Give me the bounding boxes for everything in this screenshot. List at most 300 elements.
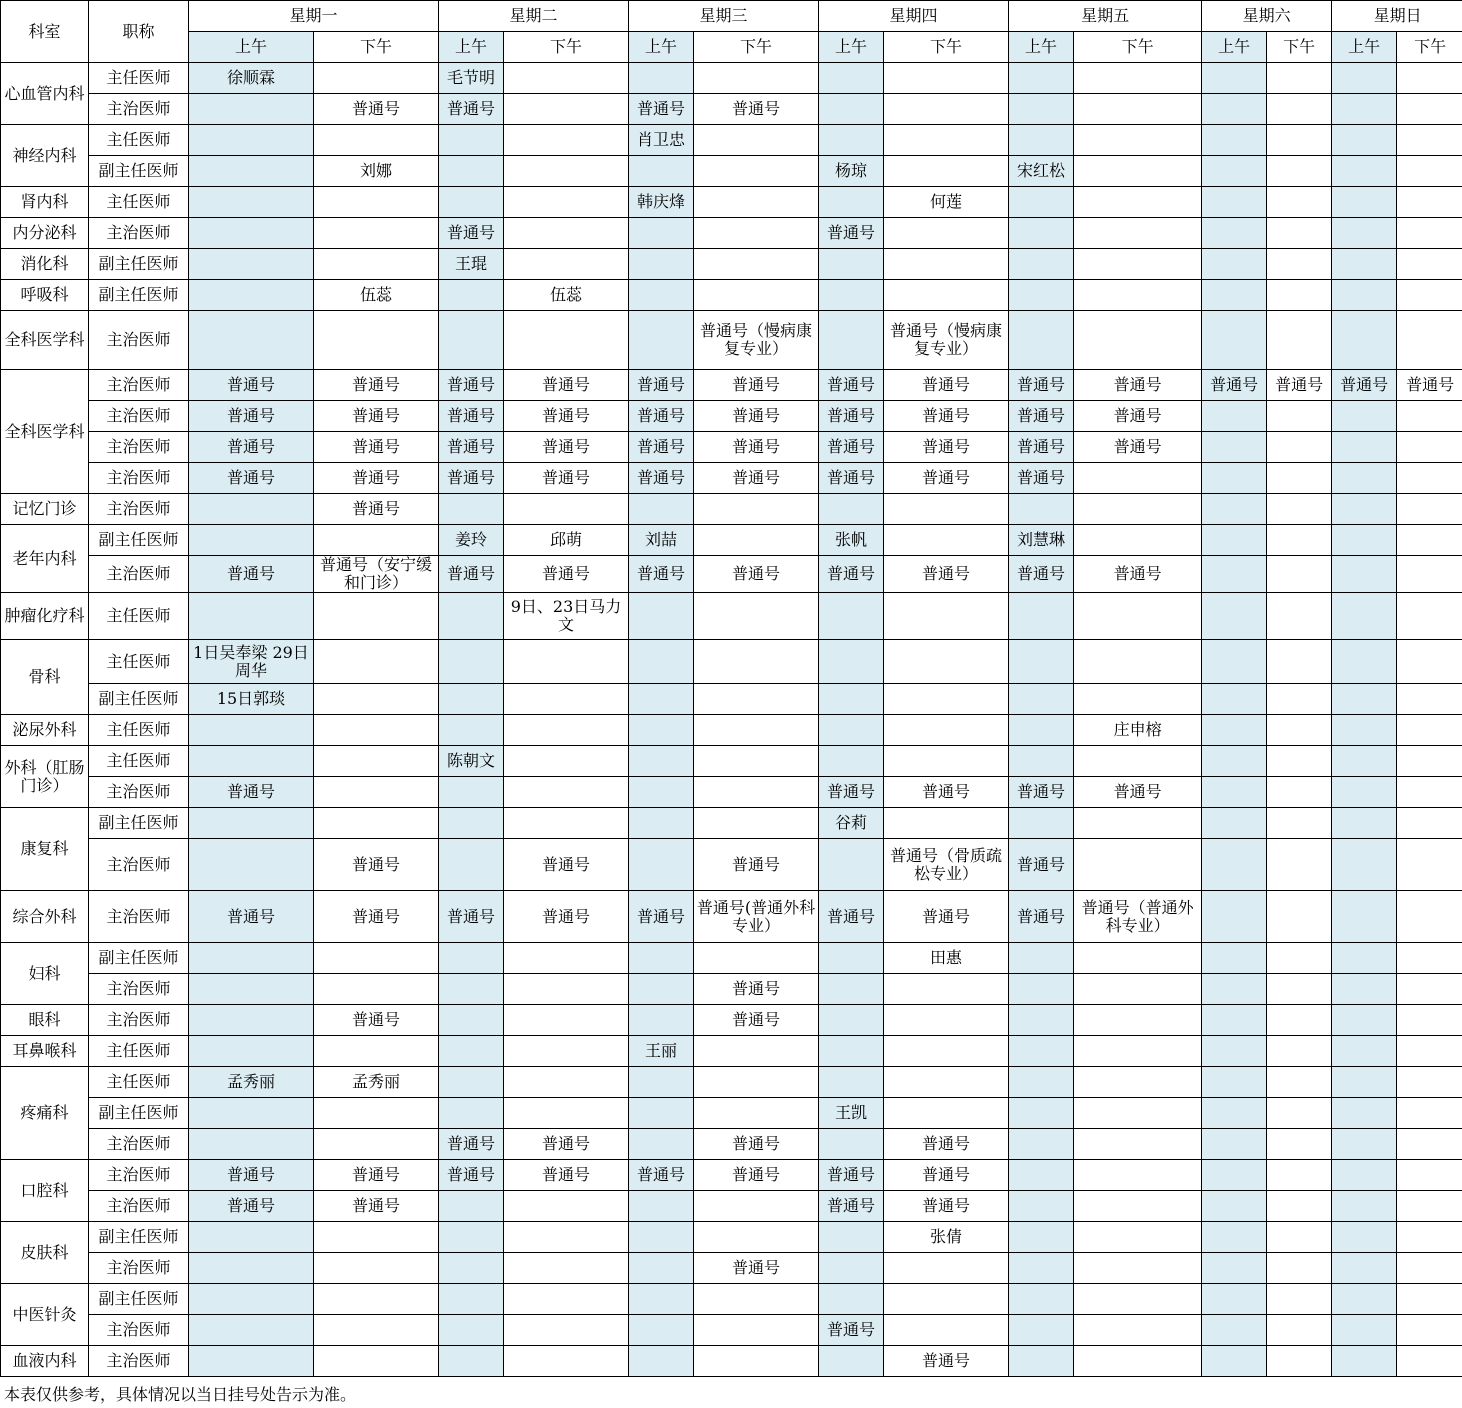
pm-slot-cell — [1397, 943, 1462, 974]
header-am: 上午 — [819, 32, 884, 63]
pm-slot-cell: 张倩 — [884, 1222, 1009, 1253]
am-slot-cell — [819, 1129, 884, 1160]
am-slot-cell — [439, 715, 504, 746]
am-slot-cell: 普通号 — [629, 556, 694, 593]
am-slot-cell: 普通号 — [439, 432, 504, 463]
am-slot-cell — [1332, 839, 1397, 891]
am-slot-cell — [1202, 777, 1267, 808]
pm-slot-cell — [1397, 808, 1462, 839]
am-slot-cell: 张帆 — [819, 525, 884, 556]
doctor-title-cell: 主治医师 — [89, 1253, 189, 1284]
pm-slot-cell — [1267, 1005, 1332, 1036]
am-slot-cell — [1202, 593, 1267, 640]
pm-slot-cell — [694, 1098, 819, 1129]
am-slot-cell — [439, 974, 504, 1005]
header-row-days — [1, 1, 1462, 32]
pm-slot-cell: 普通号 — [504, 839, 629, 891]
am-slot-cell — [629, 1315, 694, 1346]
pm-slot-cell — [1074, 1160, 1202, 1191]
pm-slot-cell — [884, 1067, 1009, 1098]
pm-slot-cell: 普通号 — [694, 839, 819, 891]
doctor-title-cell: 主治医师 — [89, 432, 189, 463]
am-slot-cell — [629, 1222, 694, 1253]
am-slot-cell: 普通号 — [189, 556, 314, 593]
pm-slot-cell — [504, 974, 629, 1005]
pm-slot-cell — [314, 1253, 439, 1284]
pm-slot-cell: 普通号 — [504, 432, 629, 463]
am-slot-cell — [1202, 556, 1267, 593]
pm-slot-cell: 普通号 — [314, 463, 439, 494]
pm-slot-cell: 普通号 — [1074, 370, 1202, 401]
pm-slot-cell — [884, 63, 1009, 94]
table-row — [1, 1129, 1462, 1160]
header-day: 星期日 — [1332, 1, 1462, 32]
department-cell: 外科（肛肠门诊） — [1, 746, 89, 808]
pm-slot-cell — [504, 1036, 629, 1067]
pm-slot-cell — [1074, 593, 1202, 640]
pm-slot-cell: 普通号 — [1074, 556, 1202, 593]
doctor-title-cell: 主治医师 — [89, 494, 189, 525]
doctor-title-cell: 副主任医师 — [89, 943, 189, 974]
pm-slot-cell — [884, 808, 1009, 839]
pm-slot-cell: 普通号（骨质疏松专业） — [884, 839, 1009, 891]
pm-slot-cell — [1267, 808, 1332, 839]
am-slot-cell — [439, 684, 504, 715]
pm-slot-cell — [1397, 556, 1462, 593]
am-slot-cell — [1202, 218, 1267, 249]
pm-slot-cell: 普通号 — [314, 1160, 439, 1191]
department-cell: 全科医学科 — [1, 311, 89, 370]
am-slot-cell — [1202, 525, 1267, 556]
pm-slot-cell — [1074, 463, 1202, 494]
header-am: 上午 — [629, 32, 694, 63]
pm-slot-cell: 普通号 — [504, 1160, 629, 1191]
table-row — [1, 1036, 1462, 1067]
am-slot-cell: 普通号 — [629, 463, 694, 494]
am-slot-cell — [1332, 1160, 1397, 1191]
table-row — [1, 311, 1462, 370]
department-cell: 皮肤科 — [1, 1222, 89, 1284]
doctor-title-cell: 主治医师 — [89, 556, 189, 593]
pm-slot-cell — [1074, 839, 1202, 891]
pm-slot-cell — [1397, 684, 1462, 715]
department-cell: 疼痛科 — [1, 1067, 89, 1160]
table-row — [1, 1222, 1462, 1253]
am-slot-cell — [439, 1005, 504, 1036]
am-slot-cell — [1332, 432, 1397, 463]
pm-slot-cell — [1074, 494, 1202, 525]
am-slot-cell — [189, 746, 314, 777]
pm-slot-cell: 普通号 — [1267, 370, 1332, 401]
table-row — [1, 1005, 1462, 1036]
am-slot-cell — [819, 280, 884, 311]
am-slot-cell — [819, 187, 884, 218]
am-slot-cell: 普通号 — [629, 1160, 694, 1191]
am-slot-cell: 王琨 — [439, 249, 504, 280]
header-pm: 下午 — [1074, 32, 1202, 63]
am-slot-cell — [819, 684, 884, 715]
doctor-title-cell: 主治医师 — [89, 839, 189, 891]
am-slot-cell — [189, 1346, 314, 1377]
doctor-title-cell: 主任医师 — [89, 1067, 189, 1098]
am-slot-cell — [819, 311, 884, 370]
table-row — [1, 943, 1462, 974]
am-slot-cell — [439, 1067, 504, 1098]
pm-slot-cell: 刘娜 — [314, 156, 439, 187]
am-slot-cell — [439, 839, 504, 891]
pm-slot-cell — [694, 156, 819, 187]
am-slot-cell — [1009, 218, 1074, 249]
am-slot-cell — [1202, 1315, 1267, 1346]
am-slot-cell — [819, 1067, 884, 1098]
pm-slot-cell — [1267, 63, 1332, 94]
pm-slot-cell — [1267, 1284, 1332, 1315]
pm-slot-cell — [694, 1191, 819, 1222]
am-slot-cell — [629, 777, 694, 808]
am-slot-cell — [629, 974, 694, 1005]
am-slot-cell: 普通号 — [819, 891, 884, 943]
pm-slot-cell — [1074, 808, 1202, 839]
pm-slot-cell — [1074, 1098, 1202, 1129]
table-row — [1, 432, 1462, 463]
pm-slot-cell — [694, 525, 819, 556]
table-row — [1, 808, 1462, 839]
pm-slot-cell — [1397, 249, 1462, 280]
am-slot-cell — [439, 808, 504, 839]
pm-slot-cell — [1074, 218, 1202, 249]
pm-slot-cell — [884, 218, 1009, 249]
table-row — [1, 94, 1462, 125]
pm-slot-cell — [314, 187, 439, 218]
pm-slot-cell — [504, 1315, 629, 1346]
am-slot-cell — [1332, 187, 1397, 218]
doctor-title-cell: 主治医师 — [89, 1160, 189, 1191]
pm-slot-cell — [504, 746, 629, 777]
pm-slot-cell — [694, 640, 819, 684]
am-slot-cell — [439, 1284, 504, 1315]
pm-slot-cell — [694, 125, 819, 156]
am-slot-cell — [819, 494, 884, 525]
am-slot-cell — [1202, 249, 1267, 280]
am-slot-cell — [1202, 808, 1267, 839]
table-row — [1, 593, 1462, 640]
pm-slot-cell — [1397, 1067, 1462, 1098]
doctor-title-cell: 主治医师 — [89, 463, 189, 494]
pm-slot-cell — [1074, 63, 1202, 94]
am-slot-cell — [1009, 1284, 1074, 1315]
am-slot-cell: 普通号 — [819, 777, 884, 808]
pm-slot-cell — [314, 746, 439, 777]
pm-slot-cell — [1267, 1036, 1332, 1067]
am-slot-cell — [819, 1346, 884, 1377]
am-slot-cell: 普通号 — [629, 94, 694, 125]
am-slot-cell: 徐顺霖 — [189, 63, 314, 94]
am-slot-cell — [1202, 891, 1267, 943]
table-row — [1, 974, 1462, 1005]
pm-slot-cell — [1397, 280, 1462, 311]
pm-slot-cell: 普通号 — [1074, 432, 1202, 463]
am-slot-cell — [819, 1284, 884, 1315]
header-day: 星期一 — [189, 1, 439, 32]
am-slot-cell: 普通号 — [1009, 891, 1074, 943]
am-slot-cell — [189, 311, 314, 370]
pm-slot-cell: 普通号 — [314, 432, 439, 463]
pm-slot-cell — [1397, 1129, 1462, 1160]
department-cell: 神经内科 — [1, 125, 89, 187]
table-row — [1, 1284, 1462, 1315]
am-slot-cell — [1202, 1253, 1267, 1284]
pm-slot-cell — [504, 777, 629, 808]
pm-slot-cell — [884, 684, 1009, 715]
pm-slot-cell — [504, 715, 629, 746]
pm-slot-cell — [694, 1036, 819, 1067]
pm-slot-cell — [314, 311, 439, 370]
pm-slot-cell — [884, 746, 1009, 777]
pm-slot-cell — [1267, 156, 1332, 187]
am-slot-cell: 普通号 — [189, 891, 314, 943]
am-slot-cell — [1332, 311, 1397, 370]
pm-slot-cell — [504, 1222, 629, 1253]
am-slot-cell: 普通号 — [819, 1315, 884, 1346]
am-slot-cell — [189, 249, 314, 280]
pm-slot-cell — [1267, 556, 1332, 593]
pm-slot-cell — [694, 1067, 819, 1098]
am-slot-cell — [1332, 974, 1397, 1005]
am-slot-cell — [1009, 63, 1074, 94]
pm-slot-cell — [694, 187, 819, 218]
pm-slot-cell — [1397, 1222, 1462, 1253]
pm-slot-cell: 普通号 — [694, 1005, 819, 1036]
pm-slot-cell — [504, 156, 629, 187]
am-slot-cell: 普通号 — [629, 432, 694, 463]
am-slot-cell — [439, 311, 504, 370]
header-title: 职称 — [89, 1, 189, 63]
am-slot-cell — [1009, 1222, 1074, 1253]
am-slot-cell — [629, 63, 694, 94]
doctor-title-cell: 主治医师 — [89, 1315, 189, 1346]
pm-slot-cell — [884, 1005, 1009, 1036]
pm-slot-cell — [884, 494, 1009, 525]
am-slot-cell: 普通号 — [819, 556, 884, 593]
doctor-title-cell: 主治医师 — [89, 974, 189, 1005]
doctor-title-cell: 主治医师 — [89, 1346, 189, 1377]
pm-slot-cell — [694, 249, 819, 280]
am-slot-cell — [1202, 1346, 1267, 1377]
pm-slot-cell: 普通号 — [504, 401, 629, 432]
pm-slot-cell — [1267, 974, 1332, 1005]
pm-slot-cell: 普通号 — [884, 432, 1009, 463]
am-slot-cell: 普通号 — [1009, 777, 1074, 808]
pm-slot-cell — [1267, 943, 1332, 974]
am-slot-cell — [189, 156, 314, 187]
doctor-title-cell: 主治医师 — [89, 311, 189, 370]
am-slot-cell — [629, 684, 694, 715]
am-slot-cell — [189, 808, 314, 839]
am-slot-cell: 普通号 — [1009, 463, 1074, 494]
am-slot-cell: 肖卫忠 — [629, 125, 694, 156]
pm-slot-cell — [1074, 1191, 1202, 1222]
pm-slot-cell: 普通号 — [884, 891, 1009, 943]
am-slot-cell — [1202, 715, 1267, 746]
am-slot-cell — [819, 125, 884, 156]
am-slot-cell — [1009, 249, 1074, 280]
pm-slot-cell: 伍蕊 — [314, 280, 439, 311]
am-slot-cell: 普通号 — [189, 370, 314, 401]
pm-slot-cell: 普通号（慢病康复专业） — [884, 311, 1009, 370]
pm-slot-cell — [1397, 593, 1462, 640]
pm-slot-cell: 普通号 — [1397, 370, 1462, 401]
pm-slot-cell — [1074, 311, 1202, 370]
department-cell: 血液内科 — [1, 1346, 89, 1377]
am-slot-cell: 普通号 — [629, 370, 694, 401]
header-am: 上午 — [189, 32, 314, 63]
am-slot-cell — [1202, 187, 1267, 218]
am-slot-cell — [439, 1098, 504, 1129]
am-slot-cell — [189, 218, 314, 249]
table-row — [1, 1160, 1462, 1191]
pm-slot-cell: 邱萌 — [504, 525, 629, 556]
doctor-title-cell: 主治医师 — [89, 1129, 189, 1160]
am-slot-cell — [1009, 94, 1074, 125]
table-row — [1, 891, 1462, 943]
pm-slot-cell — [1397, 63, 1462, 94]
pm-slot-cell — [884, 125, 1009, 156]
doctor-title-cell: 主任医师 — [89, 125, 189, 156]
department-cell: 记忆门诊 — [1, 494, 89, 525]
am-slot-cell — [439, 777, 504, 808]
am-slot-cell — [189, 1036, 314, 1067]
header-department: 科室 — [1, 1, 89, 63]
pm-slot-cell — [1074, 1253, 1202, 1284]
am-slot-cell — [439, 1191, 504, 1222]
pm-slot-cell — [1397, 1284, 1462, 1315]
am-slot-cell — [1332, 218, 1397, 249]
pm-slot-cell — [1074, 640, 1202, 684]
am-slot-cell — [1202, 974, 1267, 1005]
am-slot-cell — [439, 1346, 504, 1377]
pm-slot-cell: 普通号 — [884, 401, 1009, 432]
pm-slot-cell — [884, 974, 1009, 1005]
am-slot-cell — [1202, 1067, 1267, 1098]
pm-slot-cell — [884, 715, 1009, 746]
am-slot-cell — [189, 943, 314, 974]
table-row — [1, 1253, 1462, 1284]
am-slot-cell — [629, 218, 694, 249]
am-slot-cell — [439, 187, 504, 218]
pm-slot-cell — [1397, 401, 1462, 432]
am-slot-cell: 普通号 — [189, 1160, 314, 1191]
department-cell: 全科医学科 — [1, 370, 89, 494]
pm-slot-cell — [1397, 187, 1462, 218]
pm-slot-cell — [1267, 494, 1332, 525]
am-slot-cell — [189, 494, 314, 525]
pm-slot-cell — [1267, 1191, 1332, 1222]
pm-slot-cell — [504, 125, 629, 156]
am-slot-cell — [629, 311, 694, 370]
doctor-title-cell: 主治医师 — [89, 891, 189, 943]
pm-slot-cell: 普通号 — [694, 1129, 819, 1160]
department-cell: 康复科 — [1, 808, 89, 891]
pm-slot-cell: 普通号（普通外科专业） — [1074, 891, 1202, 943]
am-slot-cell — [819, 943, 884, 974]
header-day: 星期四 — [819, 1, 1009, 32]
pm-slot-cell — [1267, 1315, 1332, 1346]
pm-slot-cell — [1074, 1036, 1202, 1067]
am-slot-cell — [1009, 1098, 1074, 1129]
pm-slot-cell — [1397, 1253, 1462, 1284]
pm-slot-cell — [504, 1098, 629, 1129]
am-slot-cell: 普通号 — [819, 463, 884, 494]
pm-slot-cell: 普通号 — [504, 370, 629, 401]
pm-slot-cell — [1267, 1346, 1332, 1377]
table-row — [1, 280, 1462, 311]
pm-slot-cell — [884, 280, 1009, 311]
pm-slot-cell — [504, 1284, 629, 1315]
am-slot-cell: 普通号 — [819, 1191, 884, 1222]
am-slot-cell — [1332, 640, 1397, 684]
header-pm: 下午 — [1267, 32, 1332, 63]
doctor-title-cell: 主治医师 — [89, 777, 189, 808]
pm-slot-cell — [504, 684, 629, 715]
pm-slot-cell — [504, 943, 629, 974]
am-slot-cell — [1009, 1067, 1074, 1098]
am-slot-cell — [819, 1222, 884, 1253]
pm-slot-cell: 普通号 — [694, 432, 819, 463]
pm-slot-cell — [1267, 125, 1332, 156]
am-slot-cell — [189, 1098, 314, 1129]
pm-slot-cell — [1074, 746, 1202, 777]
department-cell: 肿瘤化疗科 — [1, 593, 89, 640]
department-cell: 泌尿外科 — [1, 715, 89, 746]
am-slot-cell — [1332, 715, 1397, 746]
am-slot-cell — [819, 640, 884, 684]
pm-slot-cell — [314, 1036, 439, 1067]
pm-slot-cell — [1267, 684, 1332, 715]
pm-slot-cell — [314, 943, 439, 974]
doctor-title-cell: 主治医师 — [89, 1191, 189, 1222]
pm-slot-cell — [1397, 640, 1462, 684]
am-slot-cell: 宋红松 — [1009, 156, 1074, 187]
table-row — [1, 187, 1462, 218]
am-slot-cell: 普通号 — [439, 463, 504, 494]
am-slot-cell — [1009, 715, 1074, 746]
pm-slot-cell — [884, 94, 1009, 125]
am-slot-cell — [439, 156, 504, 187]
pm-slot-cell — [694, 218, 819, 249]
am-slot-cell — [439, 125, 504, 156]
pm-slot-cell — [1267, 94, 1332, 125]
doctor-title-cell: 主任医师 — [89, 63, 189, 94]
am-slot-cell — [1332, 684, 1397, 715]
am-slot-cell: 孟秀丽 — [189, 1067, 314, 1098]
am-slot-cell — [1009, 1253, 1074, 1284]
pm-slot-cell — [1397, 1005, 1462, 1036]
am-slot-cell — [629, 593, 694, 640]
doctor-title-cell: 副主任医师 — [89, 525, 189, 556]
am-slot-cell: 普通号 — [189, 1191, 314, 1222]
pm-slot-cell: 普通号 — [884, 556, 1009, 593]
am-slot-cell — [1202, 156, 1267, 187]
am-slot-cell — [439, 1253, 504, 1284]
am-slot-cell: 普通号 — [439, 370, 504, 401]
pm-slot-cell: 普通号 — [884, 370, 1009, 401]
pm-slot-cell — [314, 249, 439, 280]
am-slot-cell — [1332, 1253, 1397, 1284]
am-slot-cell — [189, 715, 314, 746]
am-slot-cell: 杨琼 — [819, 156, 884, 187]
am-slot-cell: 普通号 — [189, 401, 314, 432]
table-row — [1, 1191, 1462, 1222]
